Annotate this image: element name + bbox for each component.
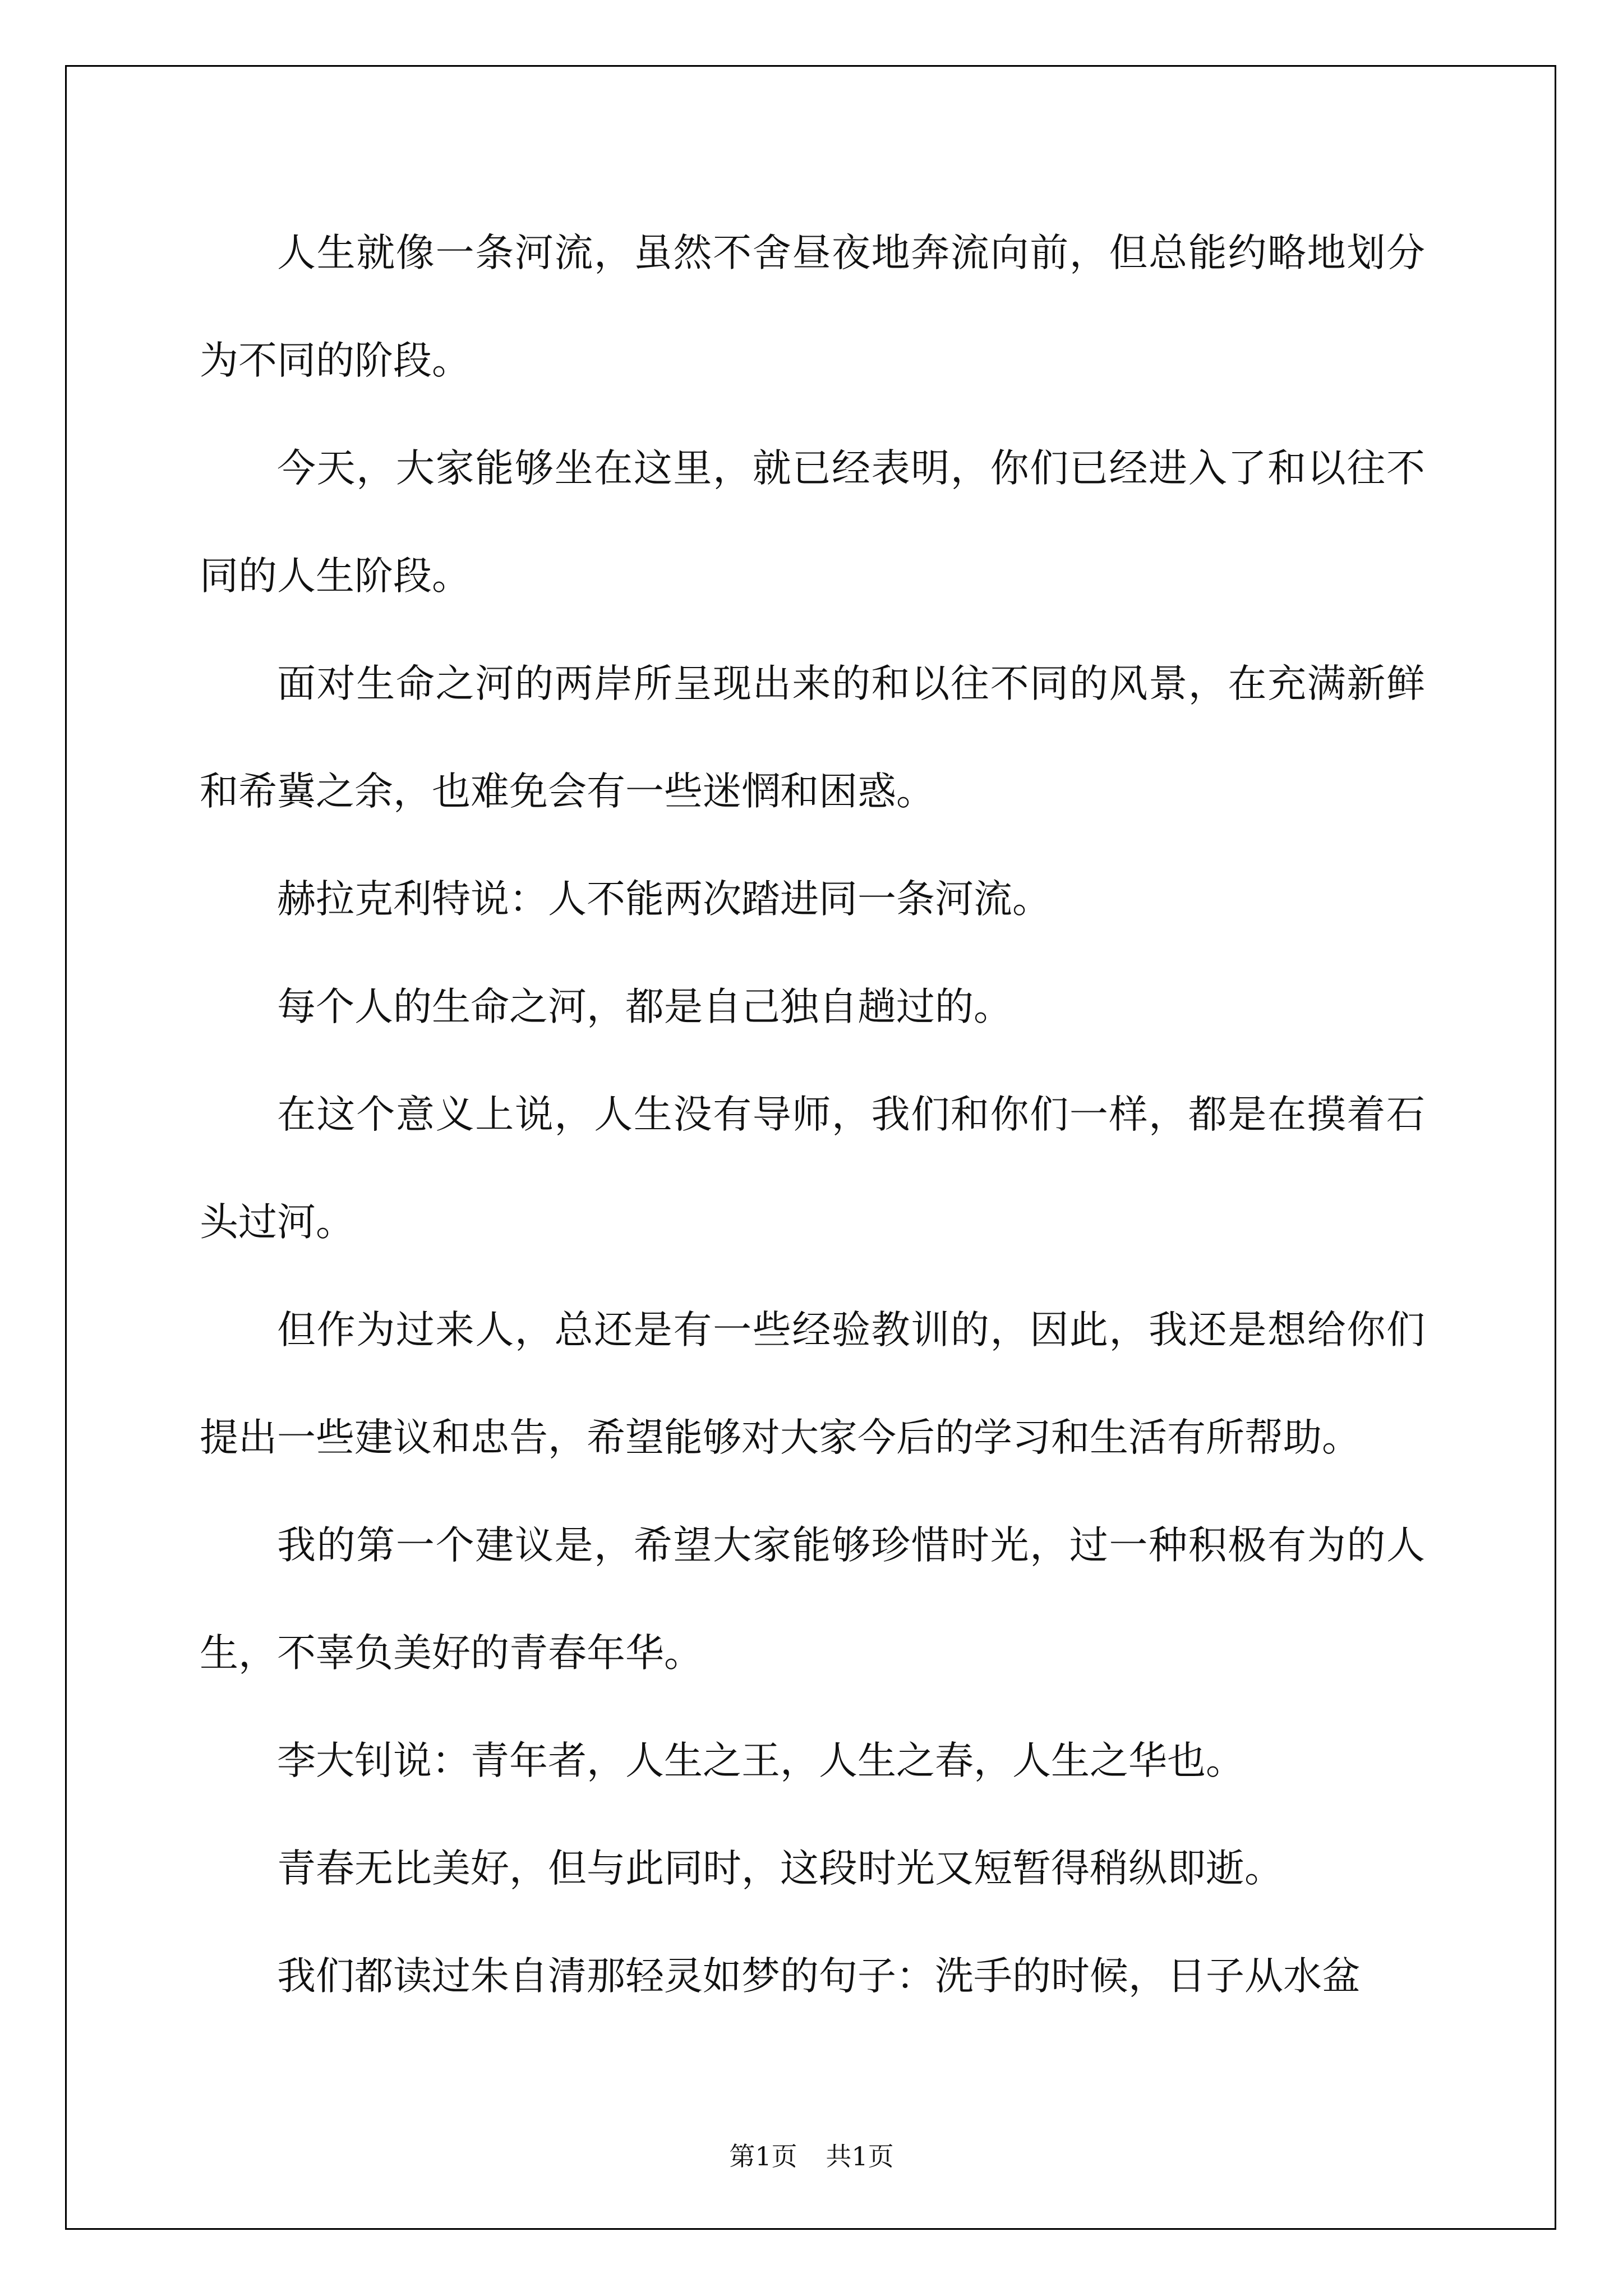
paragraph: 今天，大家能够坐在这里，就已经表明，你们已经进入了和以往不同的人生阶段。	[200, 446, 1425, 599]
paragraph: 在这个意义上说，人生没有导师，我们和你们一样，都是在摸着石头过河。	[200, 1092, 1425, 1245]
paragraph: 面对生命之河的两岸所呈现出来的和以往不同的风景，在充满新鲜和希冀之余，也难免会有一些迷惘和困惑。	[200, 661, 1425, 814]
document-body	[200, 199, 1425, 2030]
page-total: 共1页	[826, 2141, 894, 2171]
paragraph: 李大钊说：青年者，人生之王，人生之春，人生之华也。	[277, 1738, 1244, 1783]
paragraph: 青春无比美好，但与此同时，这段时光又短暂得稍纵即逝。	[277, 1846, 1283, 1891]
page-number: 第1页	[729, 2141, 797, 2171]
paragraph: 每个人的生命之河，都是自己独自趟过的。	[277, 984, 1012, 1029]
paragraph: 我们都读过朱自清那轻灵如梦的句子：洗手的时候，日子从水盆	[277, 1954, 1361, 1999]
paragraph: 赫拉克利特说：人不能两次踏进同一条河流。	[277, 877, 1051, 922]
paragraph: 但作为过来人，总还是有一些经验教训的，因此，我还是想给你们提出一些建议和忠告，希望能够对大家今后的学习和生活有所帮助。	[200, 1308, 1425, 1460]
page-footer	[0, 2136, 1623, 2173]
paragraph: 人生就像一条河流，虽然不舍昼夜地奔流向前，但总能约略地划分为不同的阶段。	[200, 231, 1425, 383]
paragraph: 我的第一个建议是，希望大家能够珍惜时光，过一种积极有为的人生，不辜负美好的青春年华。	[200, 1523, 1425, 1676]
